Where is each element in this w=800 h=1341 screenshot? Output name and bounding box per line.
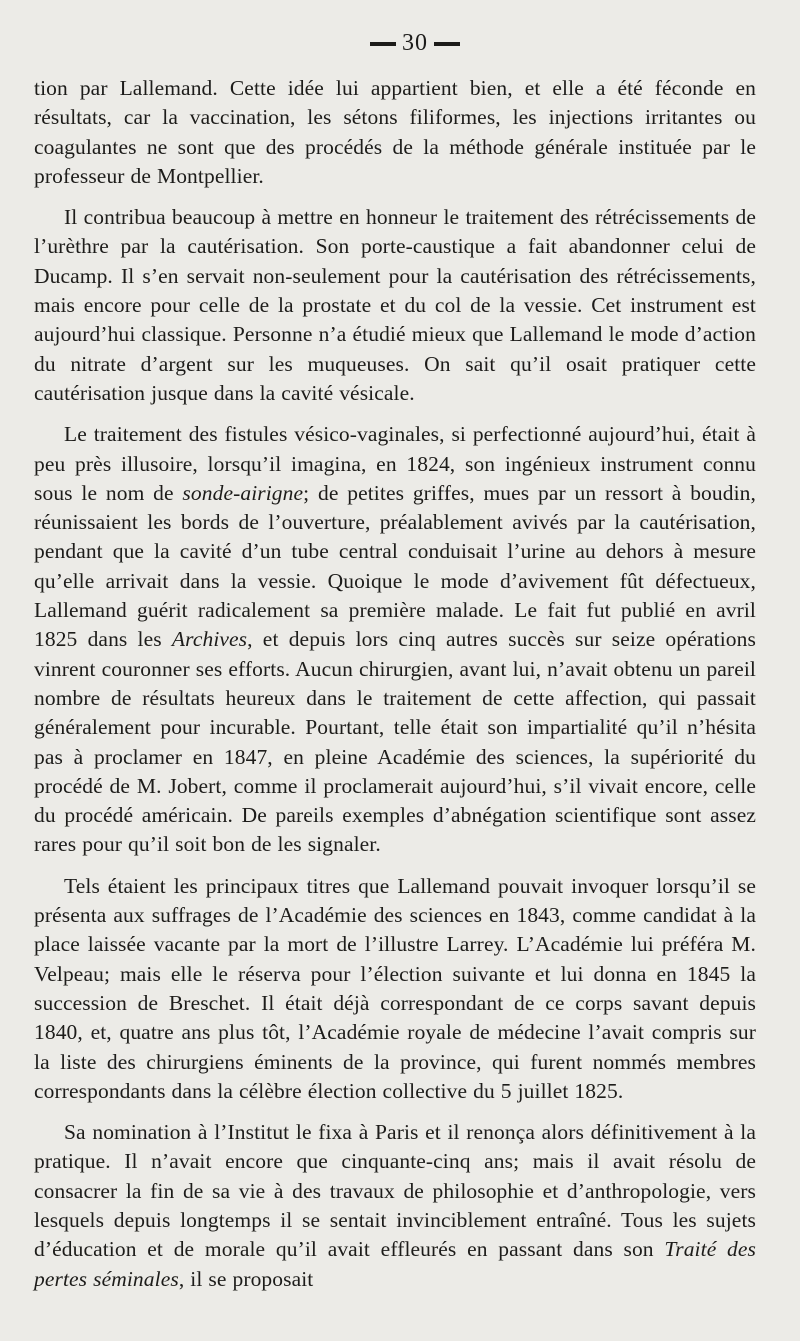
paragraph (34, 872, 756, 1106)
text-segment: , et depuis lors cinq autres succès sur seize opérations vinrent couronner ses efforts. Aucun chirurgien, avant lui, n’avait obtenu un pareil nombre de résultats heureux dans le traitement de cette affection, qui passait généralement pour incurable. Pourtant, telle était son impartialité qu’il n’hésita pas à proclamer en 1847, en pleine Académie des sciences, la supériorité du procédé de M. Jobert, comme il proclamerait aujourd’hui, s’il vivait encore, celle du procédé américain. De pareils exemples d’abnégation scientifique sont assez rares pour qu’il soit bon de les signaler. (34, 627, 756, 857)
dash-left (370, 42, 396, 46)
paragraph (34, 203, 756, 408)
italic-title: sonde-airigne (182, 480, 304, 505)
text-segment: Sa nomination à l’Institut le fixa à Paris et il renonça alors définitivement à la pratique. Il n’avait encore que cinquante-cinq ans; mais il avait résolu de consacrer la fin de sa vie à des travaux de philosophie et d’anthropologie, vers lesquels depuis longtemps il se sentait invinciblement entraîné. Tous les sujets d’éducation et de morale qu’il avait effleurés en passant dans son (34, 1120, 756, 1262)
italic-title: Traité des pertes séminales (34, 1237, 756, 1291)
text-segment: Tels étaient les principaux titres que Lallemand pouvait invoquer lorsqu’il se présenta aux suffrages de l’Académie des sciences en 1843, comme candidat à la place laissée vacante par la mort de l’illustre Larrey. L’Académie lui préféra M. Velpeau; mais elle le réserva pour l’élection suivante et lui donna en 1845 la succession de Breschet. Il était déjà correspondant de ce corps savant depuis 1840, et, quatre ans plus tôt, l’Académie royale de médecine l’avait compris sur la liste des chirurgiens éminents de la province, qui furent nommés membres correspondants dans la célèbre élection collective du 5 juillet 1825. (34, 873, 756, 1103)
text-segment: Le traitement des fistules vésico-vaginales, si perfectionné aujourd’hui, était à peu près illusoire, lorsqu’il imagina, en 1824, son ingénieux instrument connu sous le nom de (34, 422, 756, 505)
paragraph (34, 1118, 756, 1294)
page-number-text: 30 (402, 30, 428, 56)
text-body (34, 74, 756, 1294)
paragraph (34, 420, 756, 859)
page-number (34, 26, 756, 60)
text-segment: Il contribua beaucoup à mettre en honneur le traitement des rétrécissements de l’urèthre par la cautérisation. Son porte-caustique a fait abandonner celui de Ducamp. Il s’en servait non-seulement pour la cautérisation des rétrécissements, mais encore pour celle de la prostate et du col de la vessie. Cet instrument est aujourd’hui classique. Personne n’a étudié mieux que Lallemand le mode d’action du nitrate d’argent sur les muqueuses. On sait qu’il osait pratiquer cette cautérisation jusque dans la cavité vésicale. (34, 205, 756, 405)
paragraph (34, 74, 756, 191)
italic-title: Archives (171, 627, 248, 652)
text-segment: tion par Lallemand. Cette idée lui appartient bien, et elle a été féconde en résultats, car la vaccination, les sétons filiformes, les injections irritantes ou coagulantes ne sont que des procédés de la méthode générale instituée par le professeur de Montpellier. (34, 76, 756, 188)
text-segment: , il se proposait (178, 1266, 314, 1291)
dash-right (434, 42, 460, 46)
text-segment: ; de petites griffes, mues par un ressort à boudin, réunissaient les bords de l’ouverture, préalablement avivés par la cautérisation, pendant que la cavité d’un tube central conduisait l’urine au dehors à mesure qu’elle arrivait dans la vessie. Quoique le mode d’avivement fût défectueux, Lallemand guérit radicalement sa première malade. Le fait fut publié en avril 1825 dans les (34, 480, 756, 652)
